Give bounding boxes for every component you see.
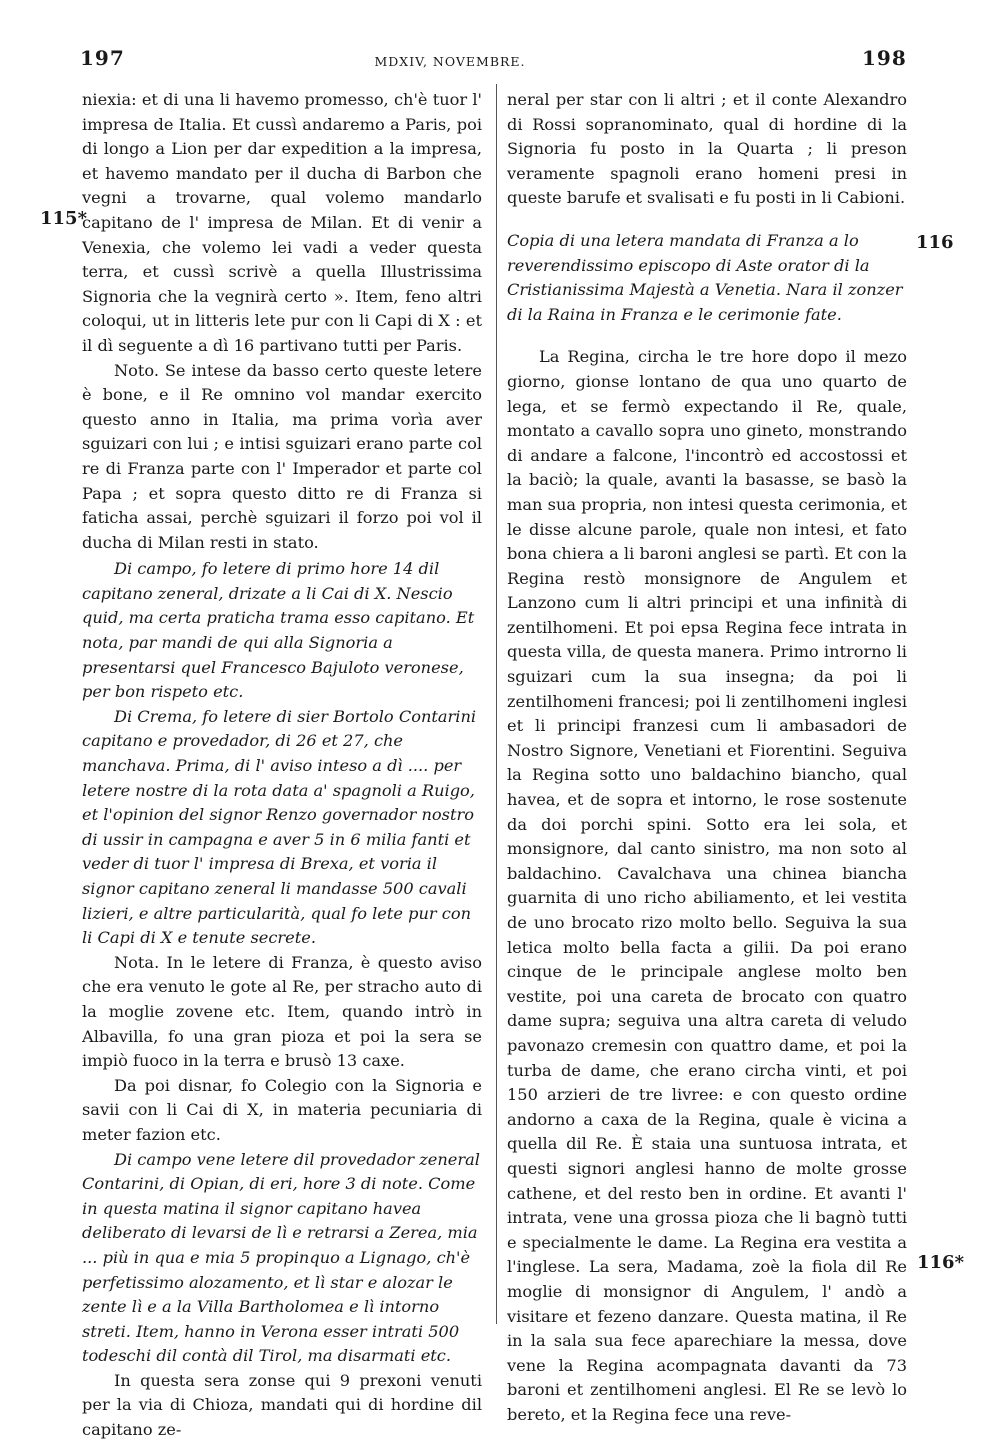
page-header	[0, 46, 1000, 76]
paragraph: Nota. In le letere di Franza, è questo aviso che era venuto le gote al Re, per stracho auto di la moglie zovene etc. Item, quando intrò in Albavilla, fo una gran pioza et poi la sera se impiò fuoco in la terra e brusò 13 caxe.	[82, 952, 482, 1071]
paragraph: Da poi disnar, fo Colegio con la Signoria e savii con li Cai di X, in materia pecuniaria di meter fazion etc.	[82, 1075, 482, 1144]
paragraph: niexia: et di una li havemo promesso, ch'è tuor l' impresa de Italia. Et cussì andaremo a Paris, poi di longo a Lion per dar expedition a la impresa, et havemo mandato per il ducha di Barbon che vegni a trovarne, qual volemo mandarlo capitano de l' impresa de Milan. Et di venir a Venexia, che volemo lei vadi a veder questa terra, et cussì scrivè a quella Illustrissima Signoria che la vegnirà certo ». Item, feno altri coloqui, ut in litteris lete pur con li Capi di X : et il dì seguente a dì 16 partivano tutti per Paris.	[82, 90, 482, 355]
paragraph: neral per star con li altri ; et il conte Alexandro di Rossi sopranominato, qual di hordine di la Signoria fu posto in la Quarta ; li preson veramente spagnoli erano homeni presi in queste barufe et svalisati e fu posti in li Cabioni.	[507, 90, 907, 208]
paragraph: Noto. Se intese da basso certo queste letere è bone, e il Re omnino vol mandar exercito questo anno in Italia, ma prima vorìa aver sguizari con lui ; e intisi sguizari erano parte col re di Franza parte con l' Imperador et parte col Papa ; et sopra questo ditto re di Franza si faticha assai, perchè sguizari il forzo poi vol il ducha di Milan resti in stato.	[82, 360, 482, 552]
margin-note-116: 116	[916, 232, 954, 253]
page-number-right: 198	[862, 46, 907, 70]
paragraph: Di Crema, fo letere di sier Bortolo Contarini capitano e provedador, di 26 et 27, che manchava. Prima, di l' aviso inteso a dì .... per letere nostre di la rota data a' spagnoli a Ruigo, et l'opinion del signor Renzo governador nostro di ussir in campagna e aver 5 in 6 milia fanti et veder di tuor l' impresa di Brexa, et voria il signor capitano zeneral li mandasse 500 cavali lizieri, e altre particularità, qual fo lete pur con li Capi di X e tenute secrete.	[82, 706, 477, 948]
margin-note-116-star: 116*	[917, 1252, 964, 1273]
paragraph: Di campo vene letere dil provedador zeneral Contarini, di Opian, di eri, hore 3 di note. Come in questa matina il signor capitano havea deliberato di levarsi de lì e retrarsi a Zerea, mia ... più in qua e mia 5 propinquo a Lignago, ch'è perfetissimo alozamento, et lì star e alozar le zente lì e a la Villa Bartholomea e lì intorno streti. Item, hanno in Verona esser intrati 500 todeschi dil contà dil Tirol, ma disarmati etc.	[82, 1149, 480, 1366]
page-number-left: 197	[80, 46, 125, 70]
margin-note-115: 115*	[40, 208, 87, 229]
left-column	[82, 88, 482, 1443]
running-title: MDXIV, NOVEMBRE.	[374, 54, 526, 69]
paragraph: La Regina, circha le tre hore dopo il mezo giorno, gionse lontano de qua uno quarto de lega, et se fermò expectando il Re, quale, montato a cavallo sopra uno gineto, monstrando di andare a falcone, l'incontrò ed accostossi et la baciò; la quale, avanti la basasse, se basò la man sua propria, non intesi questa cerimonia, et le disse alcune parole, quale non intesi, et fato bona chiera a li baroni anglesi se partì. Et con la Regina restò monsignore de Angulem et Lanzono cum li altri principi et una infinità di zentilhomeni. Et poi epsa Regina fece intrata in questa villa, de questa manera. Primo introrno li sguizari cum la sua insegna; da poi li zentilhomeni francesi; poi li zentilhomeni inglesi et li principi franzesi cum li ambasadori de Nostro Signore, Venetiani et Fiorentini. Seguiva la Regina sotto uno baldachino biancho, qual havea, et de sopra et intorno, le rose sostenute da doi porchi spini. Sotto era lei sola, et monsignore, dal canto sinistro, ma non soto al baldachino. Cavalchava una chinea biancha guarnita di uno richo abiliamento, et lei vestita de uno brocato rizo molto bello. Seguiva la sua letica molto bella facta a gilii. Da poi erano cinque de le principale anglese molto ben vestite, poi una careta de brocato con quatro dame supra; seguiva una altra careta di veludo pavonazo cremesin con quattro dame, et poi la turba de dame, che erano circha vinti, et poi 150 arzieri de tre livree: e con questo ordine andorno a caxa de la Regina, quale è vicina a quella dil Re. È staia una suntuosa intrata, et questi signori anglesi hanno de molte grosse cathene, et del resto ben in ordine. Et avanti l' intrata, vene una grossa pioza che li bagnò tutti e specialmente le dame. La Regina era vestita a l'inglese. La sera, Madama, zoè la fiola dil Re moglie di monsignor di Angulem, l' andò a visitare et fezeno danzare. Questa matina, il Re in la sala sua fece aparechiare la messa, dove vene la Regina acompagnata davanti da 73 baroni et zentilhomeni anglesi. El Re se levò lo bereto, et la Regina fece una reve-	[507, 347, 907, 1424]
column-divider	[496, 84, 497, 1324]
paragraph: Di campo, fo letere di primo hore 14 dil capitano zeneral, drizate a li Cai di X. Nescio quid, ma certa praticha trama esso capitano. Et nota, par mandi de qui alla Signoria a presentarsi quel Francesco Bajuloto veronese, per bon rispeto etc.	[82, 559, 475, 702]
right-column	[507, 88, 907, 1427]
paragraph: In questa sera zonse qui 9 prexoni venuti per la via di Chioza, mandati qui di hordine dil capitano ze-	[82, 1370, 482, 1440]
letter-heading: Copia di una letera mandata di Franza a lo reverendissimo episcopo di Aste orator di la Cristianissima Majestà a Venetia. Nara il zonzer di la Raina in Franza e le cerimonie fate.	[507, 230, 903, 324]
